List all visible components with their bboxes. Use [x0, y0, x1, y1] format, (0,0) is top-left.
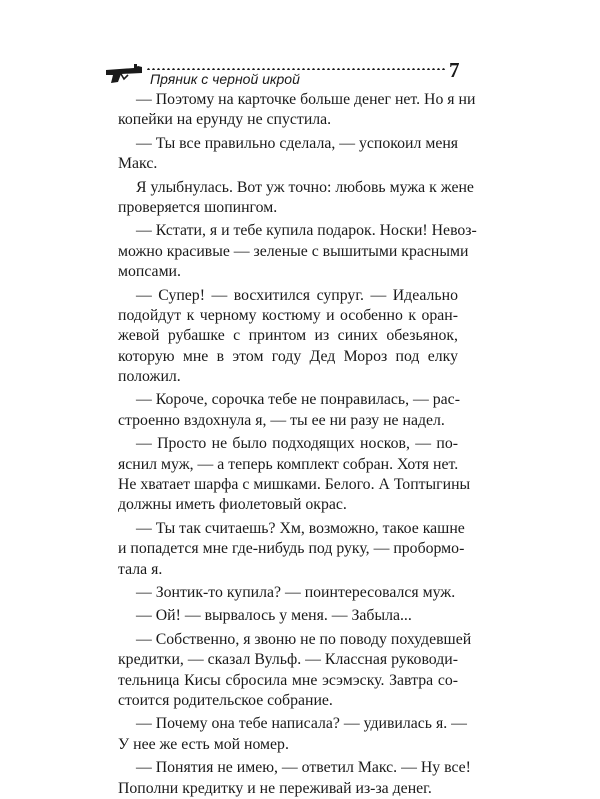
- text-line: подойдут к черному костюму и особенно к оран-: [118, 306, 458, 324]
- text-line: — Просто не было подходящих носков, — по-: [136, 435, 458, 453]
- paragraph: [118, 90, 476, 131]
- paragraph: [118, 630, 472, 712]
- text-line: Макс.: [118, 155, 158, 173]
- text-line: — Супер! — восхитился супруг. — Идеально: [136, 286, 458, 304]
- paragraph: [118, 758, 471, 799]
- text-line: — Почему она тебе написала? — удивилась я. —: [136, 715, 467, 733]
- text-line: строенно вздохнула я, — ты ее ни разу не надел.: [118, 411, 445, 429]
- paragraph: [118, 583, 458, 603]
- text-line: проверяется шопингом.: [118, 198, 278, 216]
- text-line: У нее же есть мой номер.: [118, 735, 289, 753]
- text-line: — Поэтому на карточке больше денег нет. Но я ни: [136, 91, 476, 108]
- text-line: — Ты все правильно сделала, — успокоил меня: [136, 134, 459, 152]
- running-title: Пряник с черной икрой: [150, 71, 300, 87]
- text-line: мопсами.: [118, 263, 181, 281]
- paragraph: [118, 390, 458, 431]
- text-line: кредитки, — сказал Вульф. — Классная руководи-: [118, 651, 458, 669]
- text-line: — Понятия не имею, — ответил Макс. — Ну все!: [136, 759, 471, 777]
- paragraph: [118, 714, 467, 755]
- text-line: — Собственно, я звоню не по поводу похудевшей: [136, 630, 472, 648]
- paragraph: [118, 221, 477, 282]
- text-line: яснил муж, — а теперь комплект собран. Хотя нет.: [118, 455, 459, 473]
- text-line: — Ты так считаешь? Хм, возможно, такое кашне: [136, 519, 465, 537]
- text-line: жевой рубашке с принтом из синих обезьянок,: [118, 327, 458, 345]
- pistol-icon: [104, 62, 144, 86]
- paragraph: [118, 519, 465, 580]
- text-line: Не хватает шарфа с мишками. Белого. А Топтыгины: [118, 476, 471, 494]
- text-line: тала я.: [118, 560, 163, 578]
- text-line: которую мне в этом году Дед Мороз под елку: [118, 347, 458, 365]
- text-line: стоится родительское собрание.: [118, 691, 333, 709]
- text-line: — Ой! — вырвалось у меня. — Забыла...: [136, 607, 412, 625]
- text-line: Я улыбнулась. Вот уж точно: любовь мужа к жене: [136, 178, 474, 196]
- text-line: — Зонтик-то купила? — поинтересовался муж.: [136, 583, 456, 601]
- text-line: копейки на ерунду не спустила.: [118, 111, 332, 129]
- text-line: должны иметь фиолетовый окрас.: [118, 496, 347, 514]
- paragraph: [118, 178, 474, 219]
- header-dotted-rule: [146, 68, 446, 70]
- paragraph: [118, 134, 458, 175]
- page-number: 7: [449, 58, 460, 82]
- paragraph: [118, 434, 471, 516]
- paragraph: [118, 286, 458, 388]
- text-line: — Кстати, я и тебе купила подарок. Носки! Невоз-: [136, 222, 477, 240]
- text-line: Пополни кредитку и не переживай из-за денег.: [118, 779, 432, 797]
- text-line: тельница Кисы сбросила мне эсэмэску. Завтра со-: [118, 671, 458, 689]
- running-header: [104, 52, 464, 92]
- text-line: — Короче, сорочка тебе не понравилась, — рас-: [136, 391, 460, 409]
- text-line: можно красивые — зеленые с вышитыми красными: [118, 242, 469, 260]
- text-line: положил.: [118, 368, 181, 386]
- text-line: и попадется мне где-нибудь под руку, — пробормо-: [118, 540, 465, 558]
- paragraph: [118, 606, 458, 626]
- book-text: [118, 90, 477, 799]
